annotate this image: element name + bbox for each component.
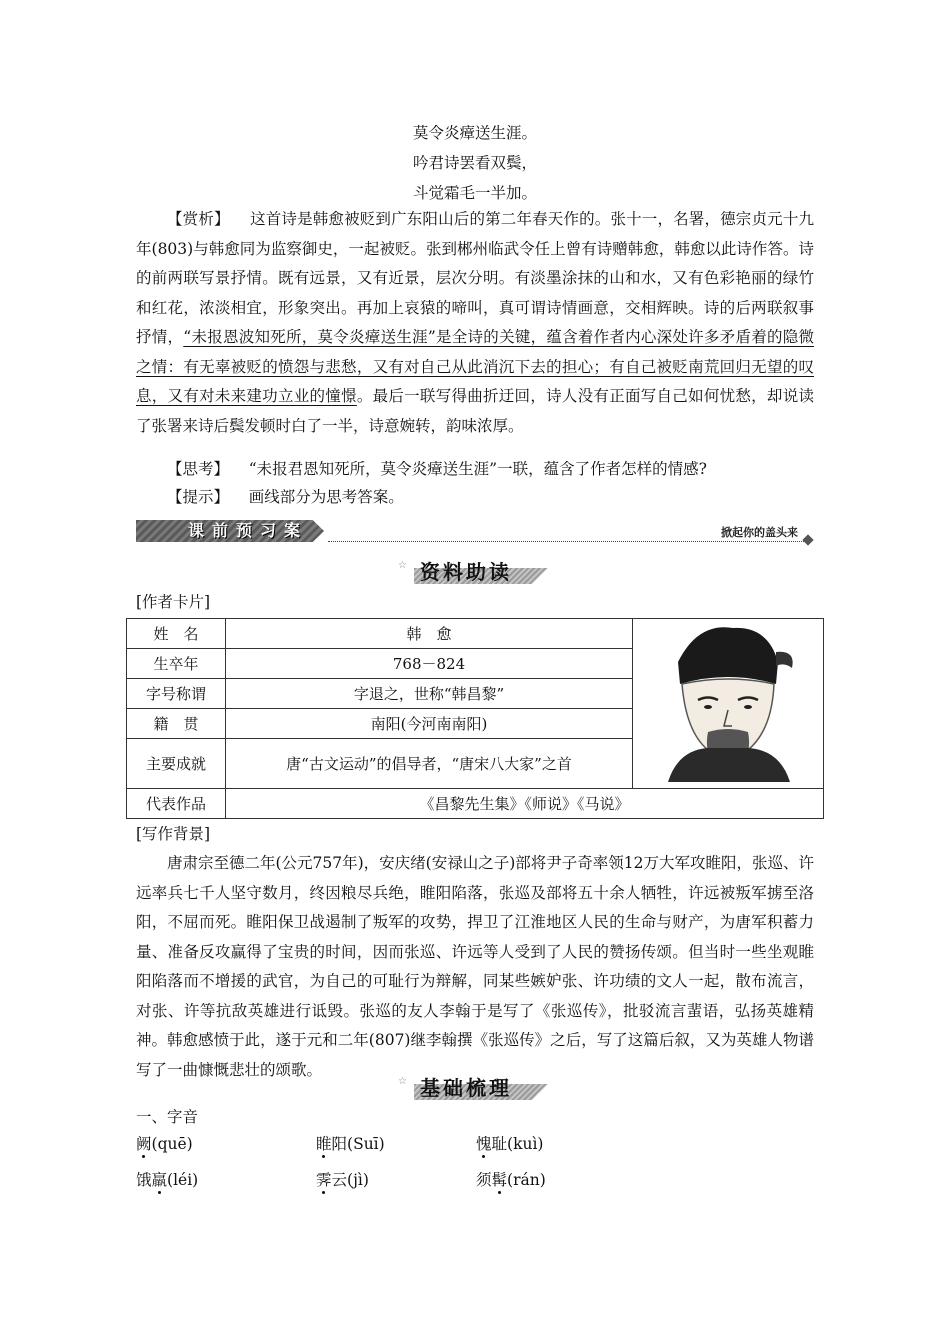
- pinyin-text: (Suī): [347, 1135, 385, 1153]
- author-card-label: [作者卡片]: [136, 593, 211, 611]
- appreciation-label: 【赏析】: [167, 210, 230, 228]
- portrait-image: [658, 622, 798, 782]
- pinyin-text: (rán): [507, 1171, 546, 1189]
- heading-text: 基础梳理: [420, 1076, 512, 1100]
- heading-deco-icon: ☆: [398, 560, 407, 571]
- pinyin-char: 愧: [476, 1135, 492, 1153]
- table-value: 768－824: [226, 649, 633, 679]
- poem-line: 莫令炎瘴送生涯。: [412, 124, 537, 142]
- pinyin-char: 睢: [316, 1135, 332, 1153]
- table-key: 生卒年: [127, 649, 226, 679]
- table-value: 《昌黎先生集》《师说》《马说》: [226, 789, 824, 819]
- table-key: 代表作品: [127, 789, 226, 819]
- table-key: 籍 贯: [127, 709, 226, 739]
- hint-label: 【提示】: [167, 488, 230, 506]
- poem-block: [0, 118, 950, 208]
- table-key: 主要成就: [127, 739, 226, 789]
- think-question: [136, 455, 814, 485]
- pinyin-text: (léi): [167, 1171, 199, 1189]
- pinyin-text: (kuì): [507, 1135, 544, 1153]
- think-text: “未报君恩知死所，莫令炎瘴送生涯”一联，蕴含了作者怎样的情感?: [248, 460, 707, 478]
- pinyin-char: 阙: [136, 1135, 152, 1153]
- portrait-cell: [633, 619, 824, 789]
- author-card-table: [126, 618, 824, 819]
- section-banner: [136, 516, 812, 548]
- pinyin-item: [316, 1166, 369, 1194]
- underlined-answer: “未报恩波知死所，莫令炎瘴送生涯”是全诗的关键，蕴含着作者内心深处许多矛盾着的隐微之情：有无辜被贬的愤怨与悲愁，又有对自己从此消沉下去的担心；有自己被贬南荒回归无望的叹息，又有对未来建功立业的憧憬: [136, 328, 814, 405]
- pinyin-char: 霁: [316, 1171, 332, 1189]
- heading-deco-icon: ☆: [398, 1076, 407, 1087]
- section-heading-materials: [398, 556, 548, 586]
- hint: [136, 483, 814, 513]
- pinyin-text: (quē): [151, 1135, 193, 1153]
- pinyin-pre: 须: [476, 1171, 492, 1189]
- pinyin-item: [476, 1130, 543, 1158]
- banner-right-text: 掀起你的盖头来: [721, 526, 798, 539]
- table-key: 字号称谓: [127, 679, 226, 709]
- pinyin-rest: 云: [331, 1171, 348, 1189]
- pinyin-char: 羸: [151, 1171, 168, 1189]
- appreciation-paragraph: [136, 205, 814, 441]
- pinyin-item: [136, 1130, 193, 1158]
- appreciation-text-end: 。最后一联写得曲折迂回，诗人没有正面写自己如何忧愁，却说读了张署来诗后鬓发顿时白了一半，诗意婉转，韵味浓厚。: [136, 387, 814, 435]
- section-heading-basics: [398, 1072, 548, 1102]
- pinyin-pre: 饿: [136, 1171, 152, 1189]
- diamond-icon: [802, 534, 813, 545]
- pinyin-char: 髯: [491, 1171, 508, 1189]
- pinyin-item: [476, 1166, 546, 1194]
- pinyin-rest: 耻: [491, 1135, 508, 1153]
- writing-background-label: [写作背景]: [136, 825, 211, 843]
- heading-text: 资料助读: [420, 560, 512, 584]
- table-value: 字退之，世称“韩昌黎”: [226, 679, 633, 709]
- banner-title: 课前预习案: [188, 521, 309, 540]
- table-value: 韩 愈: [226, 619, 633, 649]
- table-row: [127, 619, 824, 649]
- pinyin-rest: 阳: [331, 1135, 348, 1153]
- pinyin-text: (jì): [347, 1171, 369, 1189]
- banner-divider: [328, 541, 804, 542]
- table-value: 南阳(今河南南阳): [226, 709, 633, 739]
- poem-line: 吟君诗罢看双鬓，: [412, 154, 537, 172]
- think-label: 【思考】: [167, 460, 230, 478]
- table-key: 姓 名: [127, 619, 226, 649]
- poem-line: 斗觉霜毛一半加。: [412, 184, 537, 202]
- hint-text: 画线部分为思考答案。: [248, 488, 404, 506]
- table-value: 唐“古文运动”的倡导者，“唐宋八大家”之首: [226, 739, 633, 789]
- pinyin-item: [316, 1130, 385, 1158]
- pronunciation-subtitle: 一、字音: [136, 1108, 199, 1126]
- appreciation-text: 这首诗是韩愈被贬到广东阳山后的第二年春天作的。张十一，名署，德宗贞元十九年(803)与韩愈同为监察御史，一起被贬。张到郴州临武令任上曾有诗赠韩愈，韩愈以此诗作答。诗的前两联写景抒情。既有远景，又有近景，层次分明。有淡墨涂抹的山和水，又有色彩艳丽的绿竹和红花，浓淡相宜，形象突出。再加上哀猿的啼叫，真可谓诗情画意，交相辉映。诗的后两联叙事抒情，: [136, 210, 814, 346]
- table-row: [127, 789, 824, 819]
- writing-background-text: 唐肃宗至德二年(公元757年)，安庆绪(安禄山之子)部将尹子奇率领12万大军攻睢阳，张巡、许远率兵七千人坚守数月，终因粮尽兵绝，睢阳陷落，张巡及部将五十余人牺牲，许远被叛军掳至洛阳，不屈而死。睢阳保卫战遏制了叛军的攻势，捍卫了江淮地区人民的生命与财产，为唐军积蓄力量、准备反攻赢得了宝贵的时间，因而张巡、许远等人受到了人民的赞扬传颂。但当时一些坐观睢阳陷落而不增援的武官，为自己的可耻行为辩解，同某些嫉妒张、许功绩的文人一起，散布流言，对张、许等抗敌英雄进行诋毁。张巡的友人李翰于是写了《张巡传》，批驳流言蜚语，弘扬英雄精神。韩愈感愤于此，遂于元和二年(807)继李翰撰《张巡传》之后，写了这篇后叙，又为英雄人物谱写了一曲慷慨悲壮的颂歌。: [136, 854, 814, 1079]
- pinyin-item: [136, 1166, 198, 1194]
